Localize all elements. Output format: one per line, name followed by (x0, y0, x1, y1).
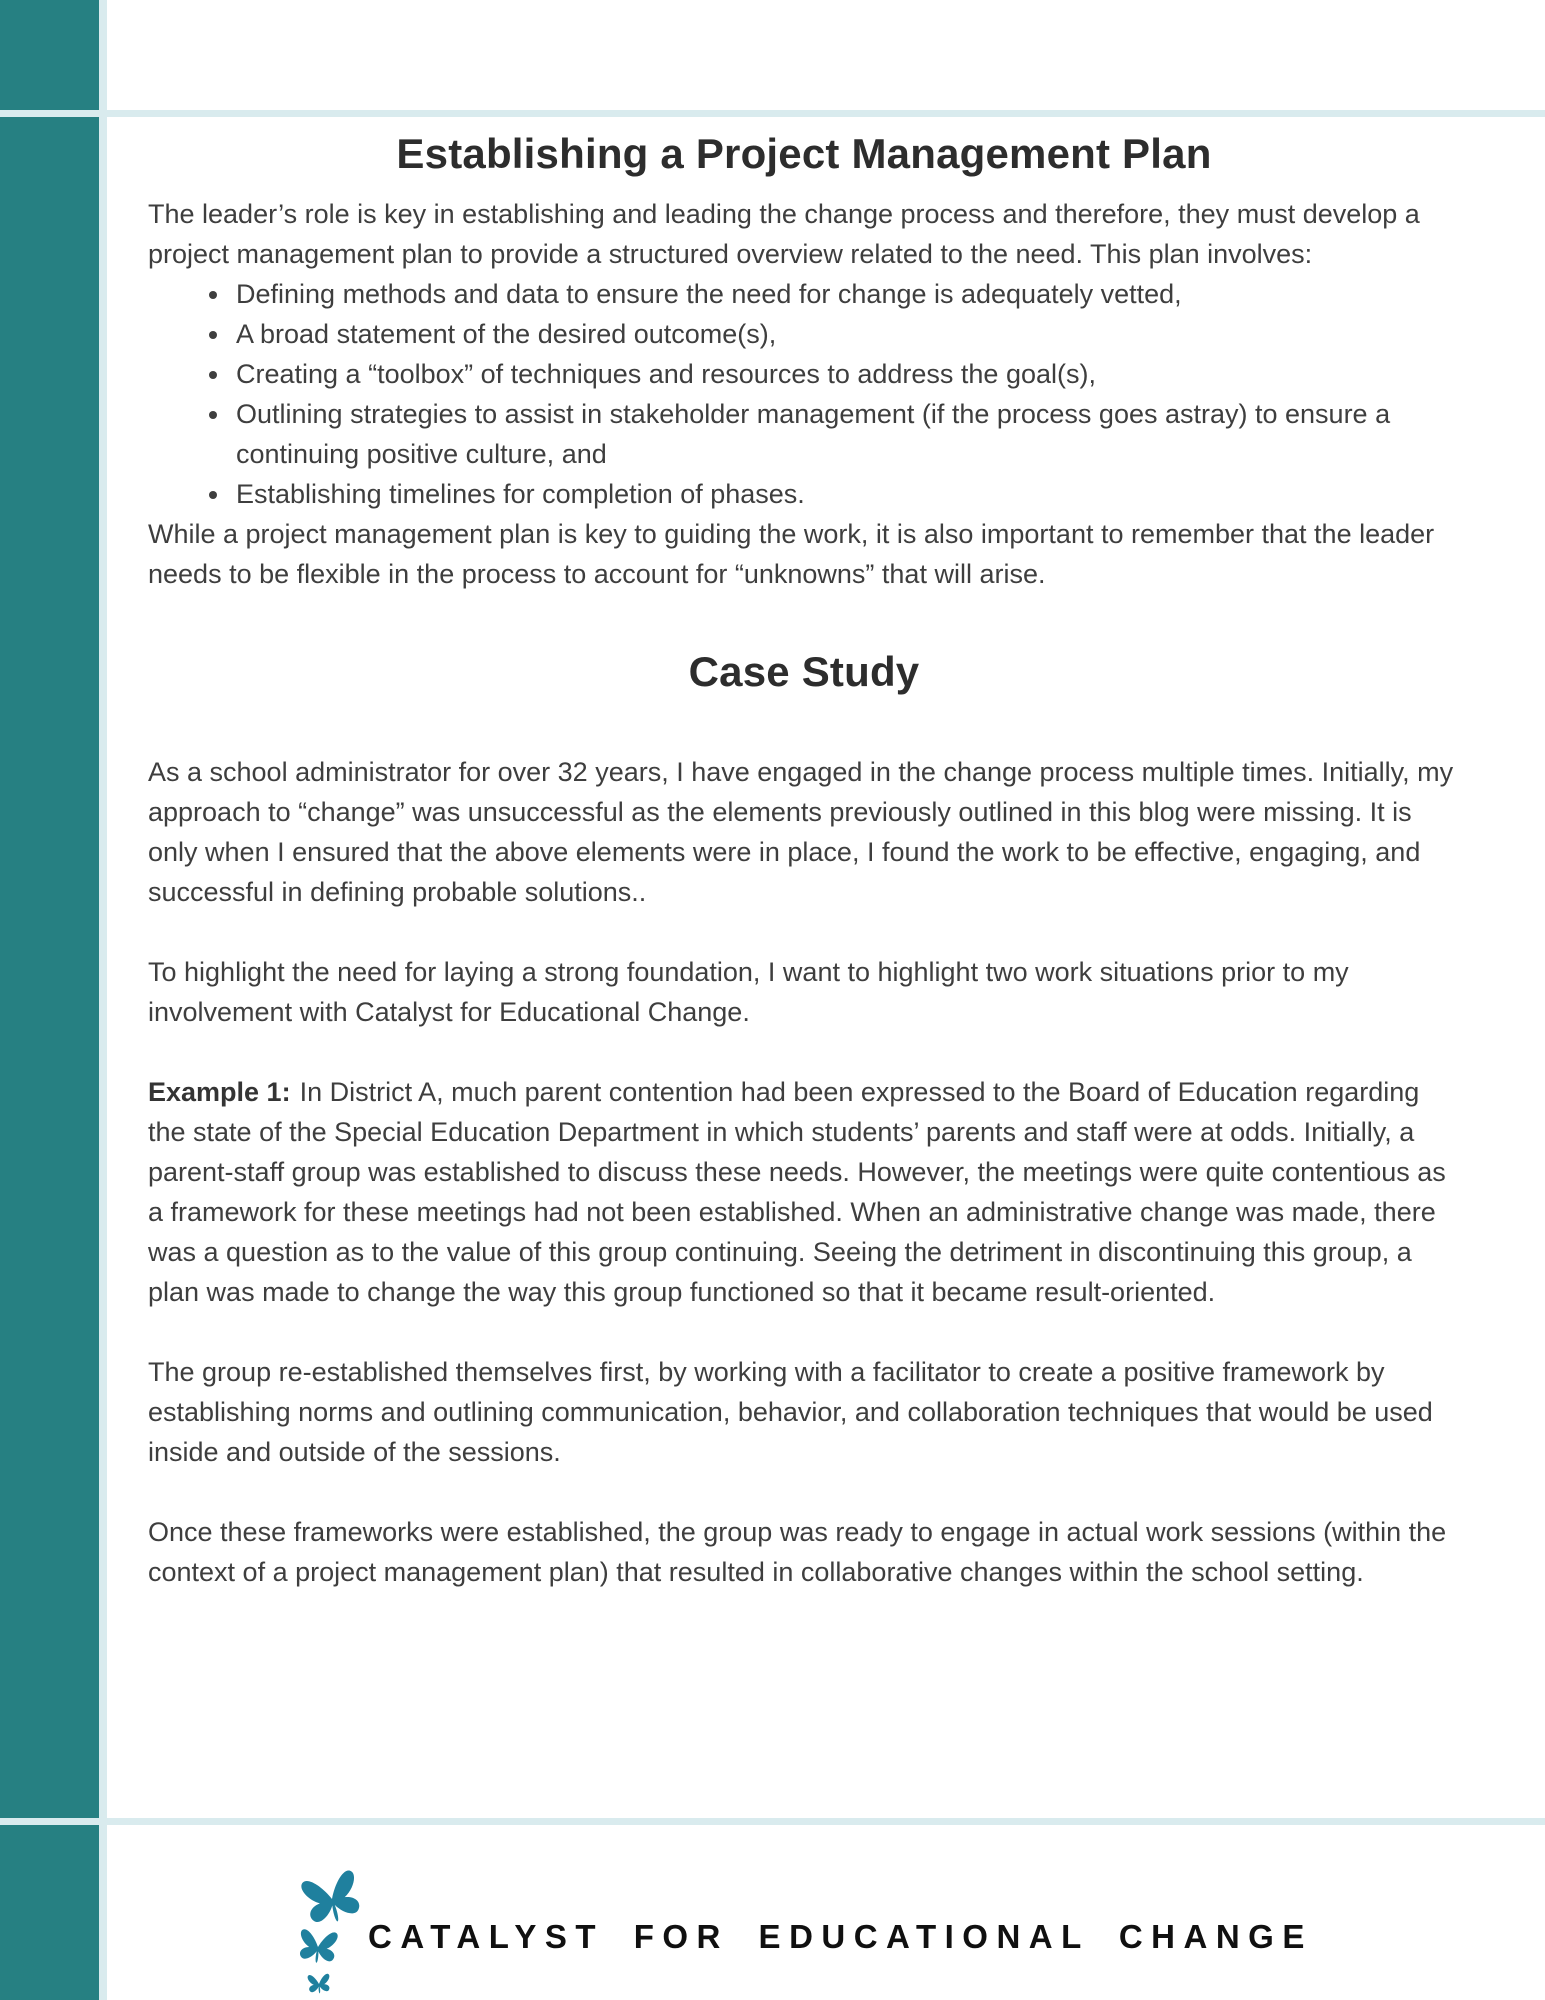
intro-paragraph: The leader’s role is key in establishing and leading the change process and therefore, they must develop a project management plan to provide a structured overview related to the need. This plan involves: (148, 199, 1420, 269)
case-study-paragraph-5: Once these frameworks were established, the group was ready to engage in actual work sessions (within the context of a project management plan) that resulted in collaborative changes within the school setting. (148, 1517, 1447, 1587)
butterfly-icon-group (298, 1866, 368, 2000)
case-study-paragraph-2: To highlight the need for laying a strong foundation, I want to highlight two work situations prior to my involvement with Catalyst for Educational Change. (148, 957, 1349, 1027)
list-item: • Creating a “toolbox” of techniques and resources to address the goal(s), (232, 354, 1460, 394)
case-study-heading: Case Study (688, 648, 920, 695)
example-1-paragraph (148, 1072, 1460, 1312)
case-study-paragraph-4: The group re-established themselves first, by working with a facilitator to create a positive framework by establishing norms and outlining communication, behavior, and collaboration techniques that would be used inside and outside of the sessions. (148, 1357, 1433, 1467)
butterfly-icon (305, 1969, 333, 1999)
example-1-label: Example 1: (148, 1077, 291, 1107)
example-1-text: In District A, much parent contention had been expressed to the Board of Education regarding the state of the Special Education Department in which students’ parents and staff were at odds. Initially, a parent-staff group was established to discuss these needs. However, the meetings were quite contentious as a framework for these meetings had not been established. When an administrative change was made, there was a question as to the value of this group continuing. Seeing the detriment in discontinuing this group, a plan was made to change the way this group functioned so that it became result-oriented. (148, 1077, 1446, 1307)
outro-paragraph: While a project management plan is key to guiding the work, it is also important to remember that the leader needs to be flexible in the process to account for “unknowns” that will arise. (148, 519, 1435, 589)
footer-divider (0, 1818, 1545, 1825)
footer-brand-logo (298, 1866, 1313, 2000)
left-accent-sidebar (0, 0, 99, 2000)
list-item: • Establishing timelines for completion of phases. (232, 474, 1460, 514)
list-item: • Outlining strategies to assist in stakeholder management (if the process goes astray) to ensure a continuing positive culture, and (232, 394, 1460, 474)
header-divider (0, 110, 1545, 117)
page-title: Establishing a Project Management Plan (396, 130, 1212, 177)
vertical-divider (99, 0, 107, 2000)
brand-name: CATALYST FOR EDUCATIONAL CHANGE (368, 1918, 1313, 1955)
case-study-paragraph-1: As a school administrator for over 32 years, I have engaged in the change process multiple times. Initially, my approach to “change” was unsuccessful as the elements previously outlined in this blog were missing. It is only when I ensured that the above elements were in place, I found the work to be effective, engaging, and successful in defining probable solutions.. (148, 757, 1454, 907)
butterfly-icon (294, 1922, 343, 1972)
plan-bullet-list (148, 274, 1460, 514)
list-item: • A broad statement of the desired outcome(s), (232, 314, 1460, 354)
list-item: • Defining methods and data to ensure the need for change is adequately vetted, (232, 274, 1460, 314)
document-body (148, 112, 1460, 1632)
